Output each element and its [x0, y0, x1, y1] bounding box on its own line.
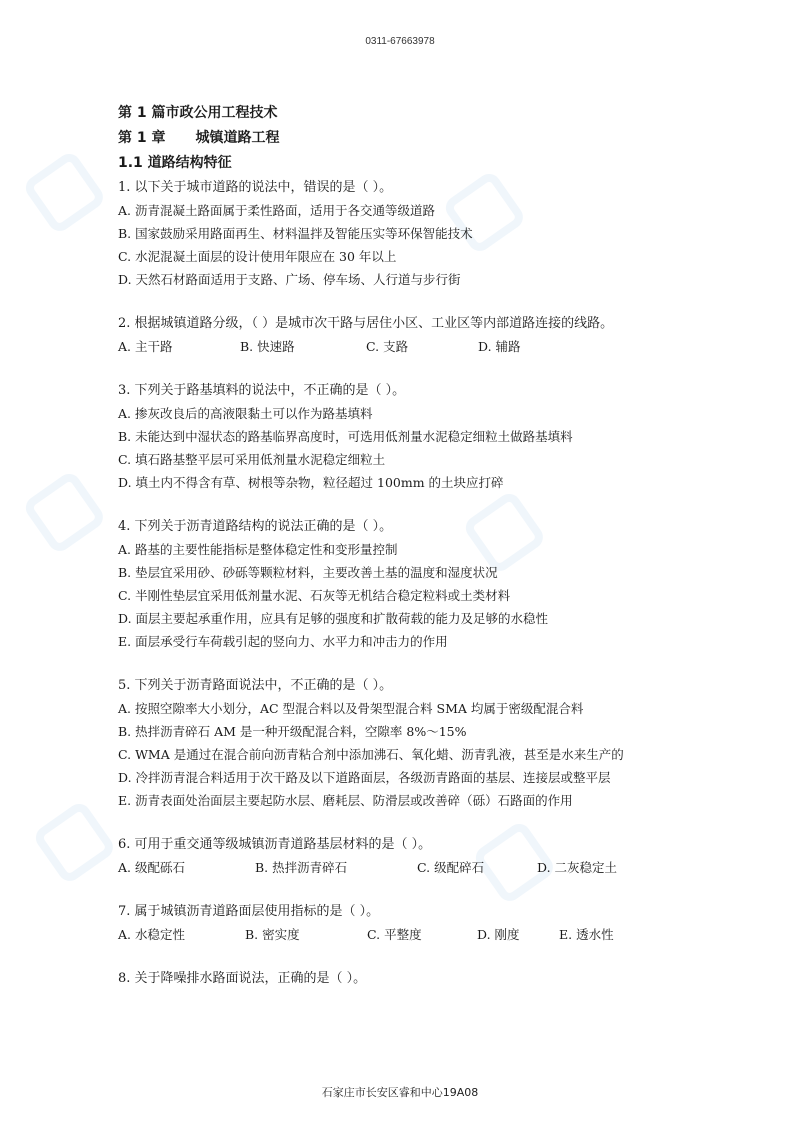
- option-e: E. 沥青表面处治面层主要起防水层、磨耗层、防滑层或改善碎（砾）石路面的作用: [118, 793, 573, 808]
- option-d: D. 天然石材路面适用于支路、广场、停车场、人行道与步行街: [118, 272, 461, 287]
- page-header-phone: 0311-67663978: [365, 36, 435, 47]
- option-d: D. 填土内不得含有草、树根等杂物，粒径超过 100mm 的土块应打碎: [118, 475, 504, 490]
- question-6: [118, 836, 718, 877]
- question-7: [118, 903, 718, 944]
- option-b: B. 垫层宜采用砂、砂砾等颗粒材料，主要改善土基的温度和湿度状况: [118, 565, 498, 580]
- question-5: [118, 677, 718, 810]
- option-c: C. WMA 是通过在混合前向沥青粘合剂中添加沸石、氧化蜡、沥青乳液，甚至是水来生产的: [118, 747, 624, 762]
- part-heading: 第 1 篇市政公用工程技术: [118, 105, 278, 121]
- question-stem: 8. 关于降噪排水路面说法，正确的是（ ）。: [118, 971, 367, 986]
- option-c: C. 平整度: [367, 927, 422, 942]
- option-a: A. 路基的主要性能指标是整体稳定性和变形量控制: [118, 542, 398, 557]
- question-4: [118, 518, 718, 651]
- option-a: A. 沥青混凝土路面属于柔性路面，适用于各交通等级道路: [118, 203, 435, 218]
- option-c: C. 半刚性垫层宜采用低剂量水泥、石灰等无机结合稳定粒料或土类材料: [118, 588, 511, 603]
- option-d: D. 刚度: [477, 927, 520, 942]
- option-b: B. 国家鼓励采用路面再生、材料温拌及智能压实等环保智能技术: [118, 226, 473, 241]
- option-d: D. 二灰稳定土: [537, 860, 618, 875]
- options-row: [118, 338, 718, 356]
- option-b: B. 快速路: [240, 339, 295, 354]
- options-row: [118, 926, 718, 944]
- chapter-title: 城镇道路工程: [195, 130, 280, 146]
- question-stem: 4. 下列关于沥青道路结构的说法正确的是（ ）。: [118, 519, 393, 534]
- document-body: [118, 104, 718, 993]
- question-stem: 7. 属于城镇沥青道路面层使用指标的是（ ）。: [118, 904, 380, 919]
- option-e: E. 面层承受行车荷载引起的竖向力、水平力和冲击力的作用: [118, 634, 448, 649]
- option-b: B. 密实度: [245, 927, 300, 942]
- option-a: A. 级配砾石: [118, 860, 185, 875]
- question-stem: 2. 根据城镇道路分级，（ ）是城市次干路与居住小区、工业区等内部道路连接的线路。: [118, 316, 614, 331]
- question-8: [118, 970, 718, 988]
- option-a: A. 水稳定性: [118, 927, 185, 942]
- question-2: [118, 315, 718, 356]
- page-footer-address: 石家庄市长安区睿和中心19A08: [321, 1086, 479, 1099]
- option-d: D. 面层主要起承重作用，应具有足够的强度和扩散荷载的能力及足够的水稳性: [118, 611, 549, 626]
- option-b: B. 热拌沥青碎石: [255, 860, 348, 875]
- question-stem: 3. 下列关于路基填料的说法中，不正确的是（ ）。: [118, 383, 406, 398]
- option-a: A. 掺灰改良后的高液限黏土可以作为路基填料: [118, 406, 373, 421]
- option-c: C. 填石路基整平层可采用低剂量水泥稳定细粒土: [118, 452, 386, 467]
- option-e: E. 透水性: [559, 927, 614, 942]
- option-c: C. 水泥混凝土面层的设计使用年限应在 30 年以上: [118, 249, 397, 264]
- question-stem: 1. 以下关于城市道路的说法中，错误的是（ ）。: [118, 180, 393, 195]
- option-c: C. 级配碎石: [417, 860, 485, 875]
- question-stem: 6. 可用于重交通等级城镇沥青道路基层材料的是（ ）。: [118, 837, 432, 852]
- option-b: B. 热拌沥青碎石 AM 是一种开级配混合料，空隙率 8%～15%: [118, 724, 467, 739]
- question-stem: 5. 下列关于沥青路面说法中，不正确的是（ ）。: [118, 678, 393, 693]
- option-d: D. 冷拌沥青混合料适用于次干路及以下道路面层，各级沥青路面的基层、连接层或整平层: [118, 770, 611, 785]
- option-c: C. 支路: [366, 339, 409, 354]
- question-1: [118, 179, 718, 289]
- chapter-heading: [118, 129, 718, 147]
- option-a: A. 按照空隙率大小划分，AC 型混合料以及骨架型混合料 SMA 均属于密级配混合料: [118, 701, 584, 716]
- option-d: D. 辅路: [478, 339, 521, 354]
- option-b: B. 未能达到中湿状态的路基临界高度时，可选用低剂量水泥稳定细粒土做路基填料: [118, 429, 573, 444]
- section-heading: 1.1 道路结构特征: [118, 155, 232, 171]
- option-a: A. 主干路: [118, 339, 173, 354]
- question-3: [118, 382, 718, 492]
- chapter-number: 第 1 章: [118, 130, 166, 146]
- options-row: [118, 859, 718, 877]
